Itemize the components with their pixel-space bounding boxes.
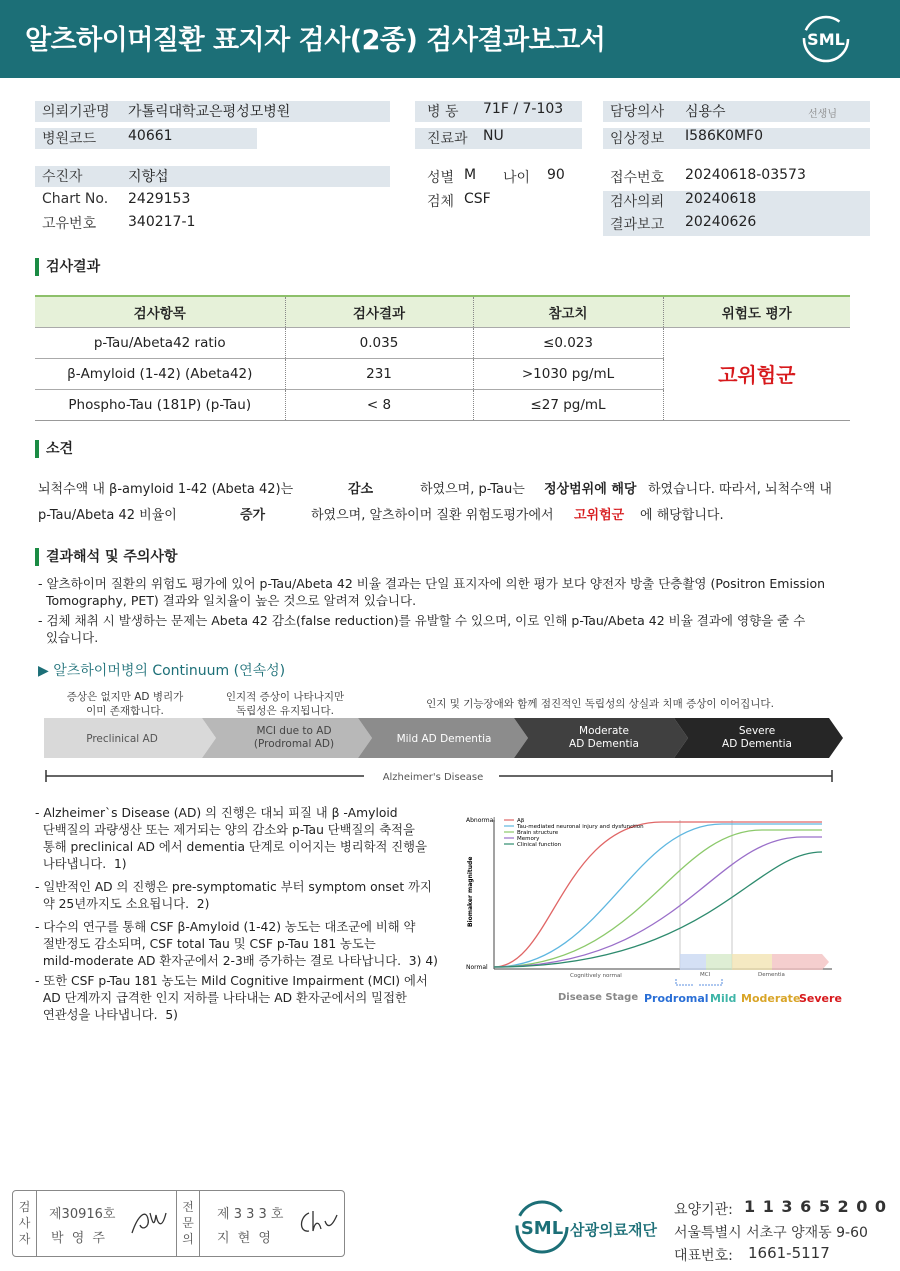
- recv-label: 접수번호: [610, 170, 665, 186]
- phone-number: 1661-5117: [748, 1244, 830, 1262]
- chart-label: Chart No.: [42, 191, 109, 207]
- clinical-label: 임상정보: [610, 131, 665, 147]
- findings-section-title: 소견: [35, 440, 73, 458]
- legend-label: Memory: [517, 836, 540, 842]
- phone-label: 대표번호:: [674, 1248, 733, 1264]
- note-paragraph: - Alzheimer`s Disease (AD) 의 진행은 대뇌 피질 내 β -Amyloid 단백질의 과량생산 또는 제거되는 양의 감소와 p-Tau 단백질의 축적을 통해 preclinical AD 에서 dementia 단계로 이어지는 병리학적 진행을 나타냅니다. 1): [35, 806, 427, 871]
- uid-label: 고유번호: [42, 216, 97, 232]
- biomarker-graph: [462, 812, 842, 1012]
- mild-label: Mild: [710, 992, 737, 1005]
- info-bar: [35, 166, 390, 187]
- severe-label: Severe: [799, 992, 842, 1005]
- finding-decrease: 감소: [348, 482, 374, 497]
- sml-logo-text: SML: [807, 30, 845, 49]
- moderate-label: Moderate: [741, 992, 801, 1005]
- axis-label: Alzheimer's Disease: [382, 772, 484, 783]
- uid-value: 340217-1: [128, 214, 196, 230]
- stage-note: 인지적 증상이 나타나지만 독립성은 유지됩니다.: [225, 691, 345, 717]
- legend-label: Tau-mediated neuronal injury and dysfunction: [517, 824, 644, 830]
- result-cell: 0.035: [285, 327, 473, 358]
- header-ref: 참고치: [473, 296, 663, 327]
- continuum-title: ▶ 알츠하이머병의 Continuum (연속성): [38, 663, 286, 679]
- finding-text: 하였으며, 알츠하이머 질환 위험도평가에서: [311, 508, 554, 523]
- sml-org-logo-icon: [512, 1199, 572, 1255]
- specialist-name: 지 현 영: [217, 1231, 273, 1246]
- dept-value: NU: [483, 128, 504, 144]
- results-table: [35, 295, 850, 421]
- interpretation-line: - 알츠하이머 질환의 위험도 평가에 있어 p-Tau/Abeta 42 비율 결과는 단일 표지자에 의한 평가 보다 양전자 방출 단층촬영 (Positron Emission: [38, 576, 826, 591]
- age-value: 90: [547, 167, 565, 183]
- results-section-title: 검사결과: [35, 258, 100, 276]
- stage-label: Preclinical AD: [86, 733, 158, 745]
- header-risk: 위험도 평가: [663, 296, 850, 327]
- finding-text: 에 해당합니다.: [640, 508, 724, 523]
- note-paragraph: - 다수의 연구를 통해 CSF β-Amyloid (1-42) 농도는 대조군에 비해 약 절반정도 감소되며, CSF total Tau 및 CSF p-Tau 181 농도는 mild-moderate AD 환자군에서 2-3배 증가하는 결로 나타납니다. 3) 4): [35, 920, 438, 968]
- doctor-value: 심용수: [685, 104, 726, 120]
- req-inst-value: 가톨릭대학교은평성모병원: [128, 104, 291, 120]
- sex-value: M: [464, 167, 477, 183]
- hosp-code-value: 40661: [128, 128, 173, 144]
- report-date-value: 20240626: [685, 214, 757, 230]
- stage-label: Moderate AD Dementia: [569, 725, 639, 750]
- interpretation-line: - 검체 채취 시 발생하는 문제는 Abeta 42 감소(false reduction)를 유발할 수 있으며, 이로 인해 p-Tau/Abeta 42 비율 결과에 영향을 줄 수: [38, 613, 806, 628]
- sml-org-logo-text: SML: [520, 1218, 564, 1239]
- finding-text: 하였으며, p-Tau는: [420, 482, 525, 497]
- patient-label: 수진자: [42, 169, 83, 185]
- legend-label: Aβ: [517, 818, 525, 824]
- signature-box: [12, 1190, 345, 1257]
- result-cell: 231: [285, 358, 473, 389]
- x-normal-label: Cognitively normal: [570, 973, 622, 979]
- legend-label: Brain structure: [517, 830, 559, 836]
- stage-note: 인지 및 기능장애와 함께 점진적인 독립성의 상실과 치매 증상이 이어집니다.: [426, 698, 774, 710]
- specialist-signature-icon: [295, 1207, 339, 1237]
- stage-label: Severe AD Dementia: [722, 725, 792, 750]
- item-cell: β-Amyloid (1-42) (Abeta42): [35, 358, 285, 389]
- clinical-value: I586K0MF0: [685, 128, 763, 144]
- finding-normal-range: 정상범위에 해당: [544, 482, 637, 497]
- x-mci-label: MCI: [700, 972, 711, 978]
- report-date-label: 결과보고: [610, 217, 665, 233]
- doctor-suffix: 선생님: [808, 109, 837, 120]
- ward-value: 71F / 7-103: [483, 101, 564, 117]
- specialist-label: 전 문 의: [176, 1191, 200, 1256]
- ref-cell: >1030 pg/mL: [473, 358, 663, 389]
- stage-note: 증상은 없지만 AD 병리가 이미 존재합니다.: [66, 691, 184, 717]
- item-cell: Phospho-Tau (181P) (p-Tau): [35, 389, 285, 420]
- order-value: 20240618: [685, 191, 757, 207]
- continuum-diagram: [44, 718, 844, 788]
- curve-function: [494, 852, 822, 967]
- sml-logo-icon: [800, 14, 852, 64]
- age-label: 나이: [503, 170, 531, 186]
- patient-value: 지향섭: [128, 169, 169, 185]
- risk-badge: 고위험군: [663, 327, 850, 420]
- recv-value: 20240618-03573: [685, 167, 806, 183]
- finding-increase: 증가: [240, 508, 266, 523]
- prodromal-label: Prodromal: [644, 992, 709, 1005]
- result-cell: < 8: [285, 389, 473, 420]
- finding-text: 하였습니다. 따라서, 뇌척수액 내: [648, 482, 832, 497]
- x-dementia-label: Dementia: [758, 972, 785, 978]
- tester-label: 검 사 자: [13, 1191, 37, 1256]
- note-paragraph: - 일반적인 AD 의 진행은 pre-symptomatic 부터 symptom onset 까지 약 25년까지도 소요됩니다. 2): [35, 880, 432, 911]
- ref-cell: ≤0.023: [473, 327, 663, 358]
- org-name: 삼광의료재단: [570, 1221, 657, 1239]
- disease-stage-label: Disease Stage: [558, 992, 639, 1003]
- report-title: 알츠하이머질환 표지자 검사(2종) 검사결과보고서: [25, 25, 606, 56]
- legend-label: Clinical function: [517, 842, 562, 848]
- ref-cell: ≤27 pg/mL: [473, 389, 663, 420]
- ward-label: 병 동: [427, 104, 459, 120]
- org-address: 서울특별시 서초구 양재동 9-60: [674, 1225, 868, 1241]
- finding-text: 뇌척수액 내 β-amyloid 1-42 (Abeta 42)는: [38, 482, 294, 497]
- y-top-label: Abnormal: [466, 817, 495, 824]
- specialist-license: 제 3 3 3 호: [217, 1207, 284, 1222]
- req-inst-label: 의뢰기관명: [42, 104, 110, 120]
- interpretation-line: Tomography, PET) 결과와 일치율이 높은 것으로 알려져 있습니다.: [38, 593, 417, 608]
- header-result: 검사결과: [285, 296, 473, 327]
- note-paragraph: - 또한 CSF p-Tau 181 농도는 Mild Cognitive Impairment (MCI) 에서 AD 단계까지 급격한 인지 저하를 나타내는 AD 환자군에서의 밀접한 연관성을 나타냅니다. 5): [35, 974, 428, 1022]
- curve-memory: [494, 837, 822, 967]
- specimen-value: CSF: [464, 191, 491, 207]
- y-axis-label: Biomaker magnitude: [467, 856, 474, 927]
- dept-label: 진료과: [427, 131, 468, 147]
- tester-license: 제30916호: [49, 1207, 116, 1222]
- tester-name: 박 영 주: [51, 1231, 107, 1246]
- table-row: [35, 327, 850, 358]
- inst-number: 1 1 3 6 5 2 0 0: [744, 1197, 888, 1216]
- tester-signature-icon: [128, 1205, 168, 1239]
- table-header-row: [35, 296, 850, 327]
- interpretation-line: 있습니다.: [38, 630, 99, 645]
- stage-label: MCI due to AD (Prodromal AD): [253, 725, 335, 750]
- interpretation-section-title: 결과해석 및 주의사항: [35, 548, 177, 566]
- stage-label: Mild AD Dementia: [396, 733, 492, 745]
- finding-text: p-Tau/Abeta 42 비율이: [38, 508, 177, 523]
- hosp-code-label: 병원코드: [42, 131, 97, 147]
- finding-high-risk: 고위험군: [574, 508, 625, 523]
- chart-value: 2429153: [128, 191, 191, 207]
- doctor-label: 담당의사: [610, 104, 665, 120]
- y-bottom-label: Normal: [466, 964, 488, 971]
- sex-label: 성별: [427, 170, 455, 186]
- item-cell: p-Tau/Abeta42 ratio: [35, 327, 285, 358]
- order-label: 검사의뢰: [610, 194, 665, 210]
- specimen-label: 검체: [427, 194, 455, 210]
- inst-label: 요양기관:: [674, 1202, 733, 1218]
- header-item: 검사항목: [35, 296, 285, 327]
